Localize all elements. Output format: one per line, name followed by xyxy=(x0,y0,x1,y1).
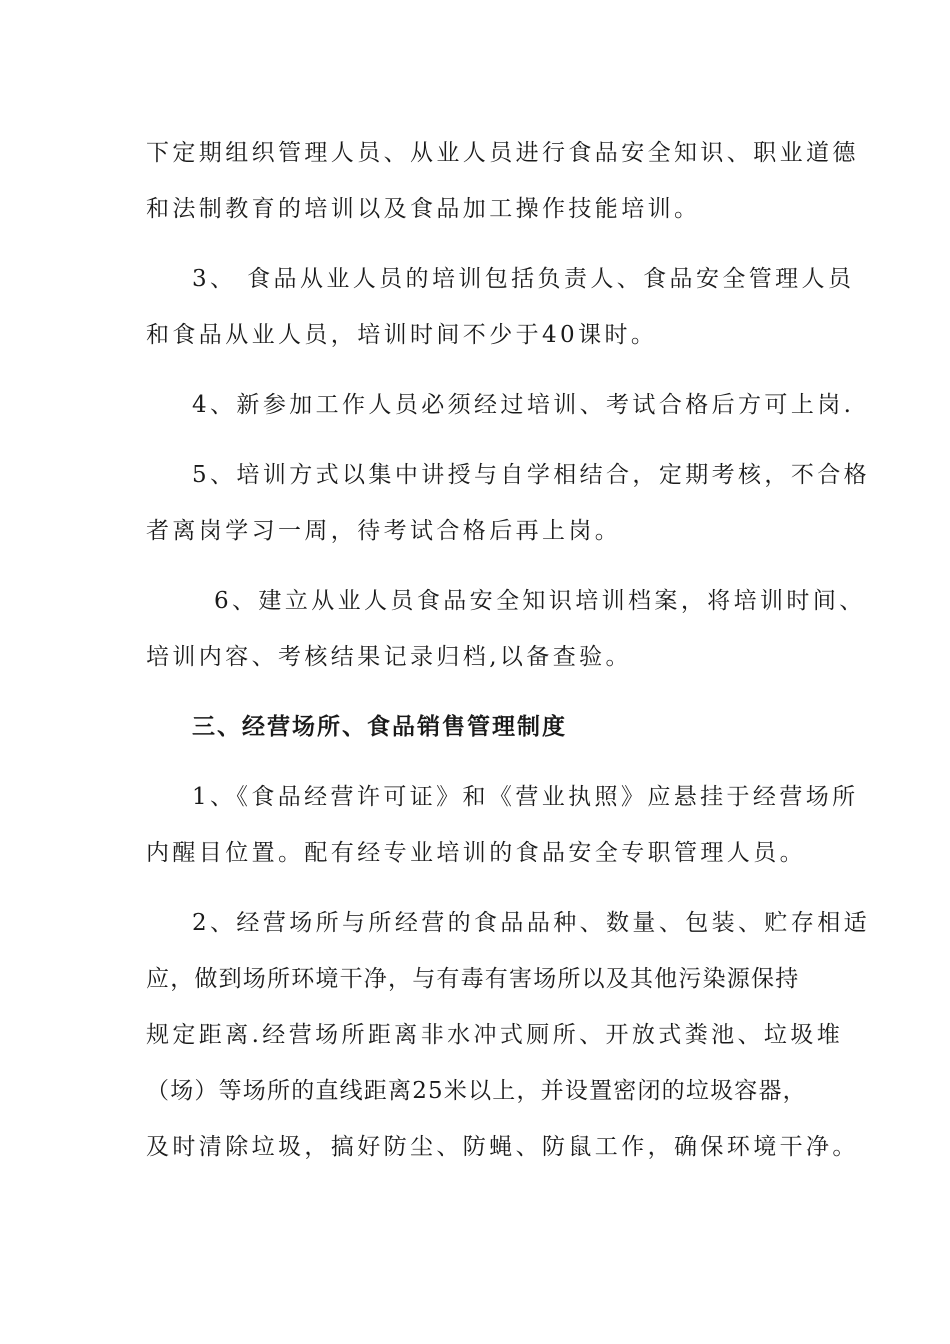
text-line-8: 6、建立从业人员食品安全知识培训档案，将培训时间、 xyxy=(214,588,866,614)
text-line-4: 和食品从业人员，培训时间不少于40课时。 xyxy=(146,322,658,348)
text-line-1: 下定期组织管理人员、从业人员进行食品安全知识、职业道德 xyxy=(146,140,859,166)
text-line-3: 3、 食品从业人员的培训包括负责人、食品安全管理人员 xyxy=(192,266,855,292)
text-line-6: 5、培训方式以集中讲授与自学相结合，定期考核，不合格 xyxy=(192,462,871,488)
text-line-9: 培训内容、考核结果记录归档,以备查验。 xyxy=(146,644,632,670)
text-line-14: 应，做到场所环境干净，与有毒有害场所以及其他污染源保持 xyxy=(146,966,800,992)
section-heading: 三、经营场所、食品销售管理制度 xyxy=(192,714,567,740)
text-line-12: 内醒目位置。配有经专业培训的食品安全专职管理人员。 xyxy=(146,840,806,866)
text-line-5: 4、新参加工作人员必须经过培训、考试合格后方可上岗. xyxy=(192,392,855,418)
text-line-2: 和法制教育的培训以及食品加工操作技能培训。 xyxy=(146,196,701,222)
text-line-11: 1、《食品经营许可证》和《营业执照》应悬挂于经营场所 xyxy=(192,784,859,810)
text-line-17: 及时清除垃圾，搞好防尘、防蝇、防鼠工作，确保环境干净。 xyxy=(146,1134,859,1160)
text-line-13: 2、经营场所与所经营的食品品种、数量、包装、贮存相适 xyxy=(192,910,871,936)
text-line-7: 者离岗学习一周，待考试合格后再上岗。 xyxy=(146,518,622,544)
text-line-16: （场）等场所的直线距离25米以上，并设置密闭的垃圾容器， xyxy=(146,1078,807,1104)
text-line-15: 规定距离.经营场所距离非水冲式厕所、开放式粪池、垃圾堆 xyxy=(146,1022,844,1048)
